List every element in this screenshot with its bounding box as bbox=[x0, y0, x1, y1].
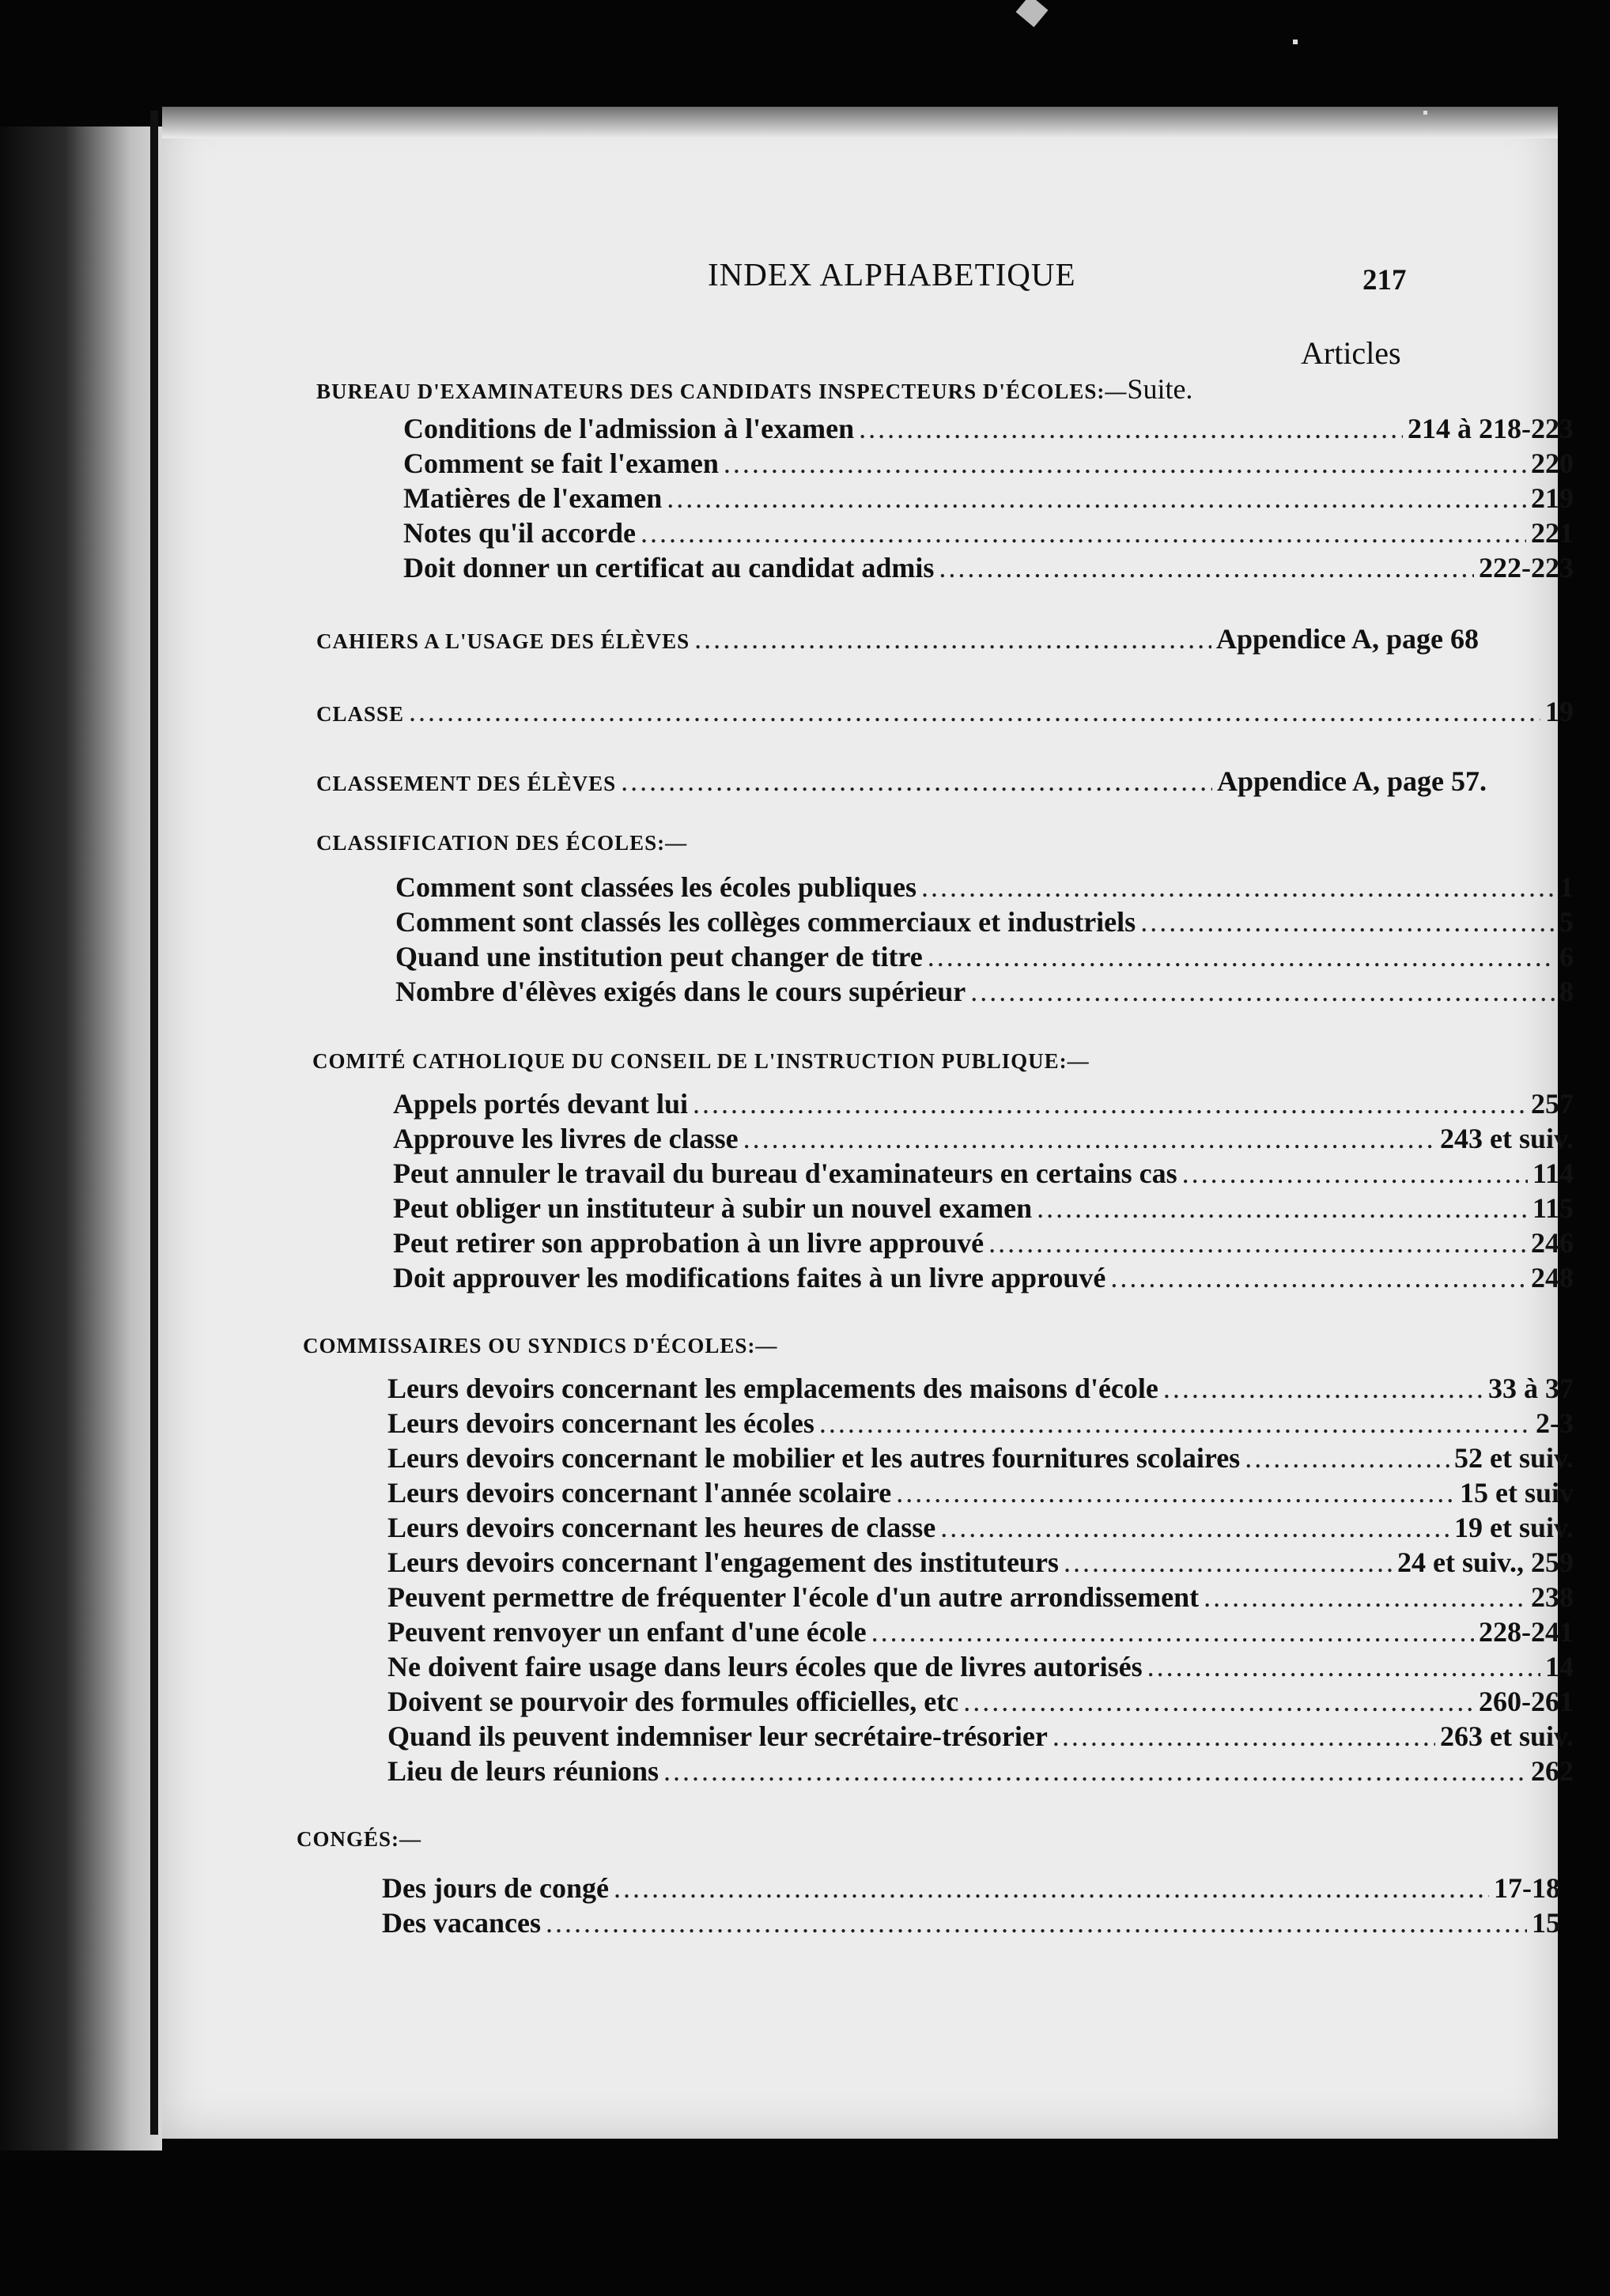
entry-text: Approuve les livres de classe bbox=[393, 1123, 739, 1154]
index-entry bbox=[316, 695, 1574, 730]
index-entry bbox=[382, 1871, 1560, 1906]
index-entry bbox=[387, 1685, 1574, 1720]
page-top-shadow bbox=[162, 107, 1558, 138]
entry-text: Quand une institution peut changer de titre bbox=[395, 941, 923, 972]
dot-leader bbox=[1204, 1580, 1526, 1614]
dot-leader bbox=[1064, 1546, 1393, 1579]
heading-text: CLASSIFICATION DES ÉCOLES:— bbox=[316, 831, 688, 855]
entry-ref: 52 et suiv. bbox=[1453, 1442, 1574, 1474]
entry-ref: 222-223 bbox=[1479, 552, 1574, 583]
dot-leader bbox=[694, 622, 1211, 655]
entry-ref: 238 bbox=[1531, 1581, 1574, 1613]
dot-leader bbox=[896, 1476, 1455, 1509]
entry-ref: 24 et suiv., 259 bbox=[1396, 1546, 1574, 1578]
index-entry bbox=[393, 1087, 1574, 1122]
scan-dark-margin bbox=[0, 127, 162, 2151]
index-heading bbox=[316, 372, 1192, 406]
index-heading bbox=[297, 1827, 421, 1852]
dot-leader bbox=[1053, 1720, 1435, 1753]
dot-leader bbox=[614, 1871, 1489, 1905]
index-entry bbox=[393, 1261, 1574, 1296]
dot-leader bbox=[693, 1087, 1526, 1120]
entry-ref: 33 à 37 bbox=[1488, 1373, 1574, 1404]
entry-text: Conditions de l'admission à l'examen bbox=[403, 413, 855, 444]
scan-artifact bbox=[1016, 0, 1049, 27]
entry-ref: 260-261 bbox=[1479, 1686, 1574, 1717]
dot-leader bbox=[1182, 1157, 1528, 1190]
index-entry bbox=[387, 1650, 1574, 1685]
entry-ref: 262 bbox=[1531, 1755, 1574, 1787]
dot-leader bbox=[988, 1226, 1526, 1259]
index-entry bbox=[387, 1754, 1574, 1789]
entry-text: Nombre d'élèves exigés dans le cours supérieur bbox=[395, 976, 966, 1007]
index-entry bbox=[387, 1615, 1574, 1650]
entry-ref: 15 et suiv bbox=[1460, 1477, 1574, 1509]
entry-ref: Appendice A, page 57. bbox=[1216, 765, 1487, 797]
heading-continuation: Suite. bbox=[1127, 373, 1193, 405]
index-entry bbox=[316, 622, 1479, 657]
index-heading bbox=[303, 1334, 777, 1358]
heading-text: BUREAU D'EXAMINATEURS DES CANDIDATS INSPECTEURS D'ÉCOLES:— bbox=[316, 380, 1128, 403]
dot-leader bbox=[1037, 1191, 1528, 1225]
index-entry bbox=[393, 1157, 1574, 1191]
entry-text: Doit approuver les modifications faites à un livre approuvé bbox=[393, 1262, 1106, 1293]
dot-leader bbox=[724, 447, 1526, 480]
entry-ref: 214 à 218-223 bbox=[1408, 413, 1574, 444]
entry-ref: 246 bbox=[1531, 1227, 1574, 1259]
entry-ref: 263 et suiv. bbox=[1439, 1720, 1574, 1752]
index-entry bbox=[387, 1372, 1574, 1407]
entry-ref: 115 bbox=[1532, 1192, 1574, 1224]
dot-leader bbox=[667, 481, 1526, 515]
index-heading bbox=[312, 1049, 1090, 1074]
entry-ref: 15 bbox=[1532, 1907, 1560, 1939]
dot-leader bbox=[928, 940, 1555, 973]
entry-text: Peut obliger un instituteur à subir un nouvel examen bbox=[393, 1192, 1033, 1224]
dot-leader bbox=[939, 551, 1474, 584]
index-entry bbox=[387, 1580, 1574, 1615]
dot-leader bbox=[1147, 1650, 1540, 1683]
dot-leader bbox=[970, 975, 1555, 1008]
index-entry bbox=[403, 481, 1574, 516]
dot-leader bbox=[409, 695, 1540, 728]
entry-ref: 19 et suiv. bbox=[1453, 1512, 1574, 1543]
index-entry bbox=[395, 870, 1574, 905]
index-entry bbox=[387, 1546, 1574, 1580]
entry-text: Matières de l'examen bbox=[403, 482, 663, 514]
entry-ref: 14 bbox=[1545, 1651, 1574, 1682]
index-entry bbox=[387, 1511, 1574, 1546]
entry-text: Peuvent renvoyer un enfant d'une école bbox=[387, 1616, 867, 1648]
index-entry bbox=[316, 765, 1487, 799]
entry-ref: 2-3 bbox=[1536, 1407, 1574, 1439]
index-entry bbox=[393, 1122, 1574, 1157]
entry-ref: 17-18 bbox=[1494, 1872, 1560, 1904]
entry-ref: 114 bbox=[1532, 1157, 1574, 1189]
dot-leader bbox=[940, 1511, 1449, 1544]
dot-leader bbox=[1163, 1372, 1483, 1405]
dot-leader bbox=[963, 1685, 1474, 1718]
dot-leader bbox=[621, 765, 1212, 798]
index-entry bbox=[387, 1720, 1574, 1754]
entry-text: Peuvent permettre de fréquenter l'école d'un autre arrondissement bbox=[387, 1581, 1200, 1613]
dot-leader bbox=[871, 1615, 1474, 1648]
index-entry bbox=[395, 940, 1574, 975]
index-entry bbox=[395, 975, 1574, 1010]
index-entry bbox=[403, 412, 1574, 447]
dot-leader bbox=[546, 1906, 1527, 1939]
entry-text: Peut annuler le travail du bureau d'examinateurs en certains cas bbox=[393, 1157, 1177, 1189]
entry-text: Leurs devoirs concernant l'année scolaire bbox=[387, 1477, 892, 1509]
heading-text: CLASSEMENT DES ÉLÈVES bbox=[316, 772, 617, 795]
book-page bbox=[162, 107, 1574, 2139]
dot-leader bbox=[1110, 1261, 1526, 1294]
entry-text: Comment sont classées les écoles publiques bbox=[395, 871, 916, 903]
heading-text: CLASSE bbox=[316, 702, 405, 726]
entry-ref: 1 bbox=[1559, 871, 1574, 903]
entry-text: Comment sont classés les collèges commerciaux et industriels bbox=[395, 906, 1136, 938]
dot-leader bbox=[743, 1122, 1435, 1155]
entry-ref: 243 et suiv. bbox=[1439, 1123, 1574, 1154]
entry-text: Ne doivent faire usage dans leurs écoles que de livres autorisés bbox=[387, 1651, 1143, 1682]
heading-text: COMITÉ CATHOLIQUE DU CONSEIL DE L'INSTRUCTION PUBLIQUE:— bbox=[312, 1049, 1090, 1073]
entry-text: Leurs devoirs concernant le mobilier et les autres fournitures scolaires bbox=[387, 1442, 1241, 1474]
index-entry bbox=[403, 516, 1574, 551]
entry-text: Des jours de congé bbox=[382, 1872, 609, 1904]
dot-leader bbox=[819, 1407, 1531, 1440]
entry-ref: Appendice A, page 68 bbox=[1215, 623, 1479, 655]
index-entry bbox=[393, 1191, 1574, 1226]
dot-leader bbox=[641, 516, 1526, 549]
entry-ref: 220 bbox=[1531, 447, 1574, 479]
entry-text: Leurs devoirs concernant les emplacements des maisons d'école bbox=[387, 1373, 1158, 1404]
entry-ref: 5 bbox=[1559, 906, 1574, 938]
index-entry bbox=[403, 551, 1574, 586]
entry-text: Des vacances bbox=[382, 1907, 541, 1939]
dot-leader bbox=[663, 1754, 1526, 1788]
entry-text: Notes qu'il accorde bbox=[403, 517, 636, 549]
dot-leader bbox=[1245, 1441, 1449, 1475]
scan-artifact bbox=[1293, 40, 1298, 44]
scan-artifact bbox=[1423, 111, 1427, 115]
entry-ref: 248 bbox=[1531, 1262, 1574, 1293]
entry-ref: 6 bbox=[1559, 941, 1574, 972]
entry-text: Peut retirer son approbation à un livre approuvé bbox=[393, 1227, 985, 1259]
entry-ref: 19 bbox=[1545, 696, 1574, 727]
heading-text: CONGÉS:— bbox=[297, 1827, 422, 1851]
entry-text: Leurs devoirs concernant les écoles bbox=[387, 1407, 814, 1439]
book-binding-edge bbox=[150, 111, 158, 2135]
entry-text: Leurs devoirs concernant les heures de classe bbox=[387, 1512, 936, 1543]
dot-leader bbox=[1140, 905, 1555, 938]
entry-text: Doit donner un certificat au candidat admis bbox=[403, 552, 935, 583]
index-entry bbox=[382, 1906, 1560, 1941]
page-number: 217 bbox=[1362, 264, 1407, 296]
heading-text: CAHIERS A L'USAGE DES ÉLÈVES bbox=[316, 629, 690, 653]
index-entry bbox=[403, 447, 1574, 481]
heading-text: COMMISSAIRES OU SYNDICS D'ÉCOLES:— bbox=[303, 1334, 778, 1358]
entry-ref: 221 bbox=[1531, 517, 1574, 549]
entry-text: Lieu de leurs réunions bbox=[387, 1755, 659, 1787]
running-title: INDEX ALPHABETIQUE bbox=[708, 256, 1076, 293]
entry-text: Leurs devoirs concernant l'engagement des instituteurs bbox=[387, 1546, 1059, 1578]
entry-text: Doivent se pourvoir des formules officielles, etc bbox=[387, 1686, 959, 1717]
index-entry bbox=[393, 1226, 1574, 1261]
entry-text: Appels portés devant lui bbox=[393, 1088, 689, 1120]
index-heading bbox=[316, 831, 687, 855]
entry-ref: 257 bbox=[1531, 1088, 1574, 1120]
entry-ref: 8 bbox=[1559, 976, 1574, 1007]
dot-leader bbox=[921, 870, 1555, 904]
index-entry bbox=[387, 1407, 1574, 1441]
index-entry bbox=[387, 1441, 1574, 1476]
index-entry bbox=[395, 905, 1574, 940]
dot-leader bbox=[859, 412, 1403, 445]
entry-ref: 228-241 bbox=[1479, 1616, 1574, 1648]
entry-text: Comment se fait l'examen bbox=[403, 447, 719, 479]
entry-text: Quand ils peuvent indemniser leur secrétaire-trésorier bbox=[387, 1720, 1048, 1752]
articles-column-heading: Articles bbox=[1301, 335, 1401, 371]
index-entry bbox=[387, 1476, 1574, 1511]
entry-ref: 219 bbox=[1531, 482, 1574, 514]
